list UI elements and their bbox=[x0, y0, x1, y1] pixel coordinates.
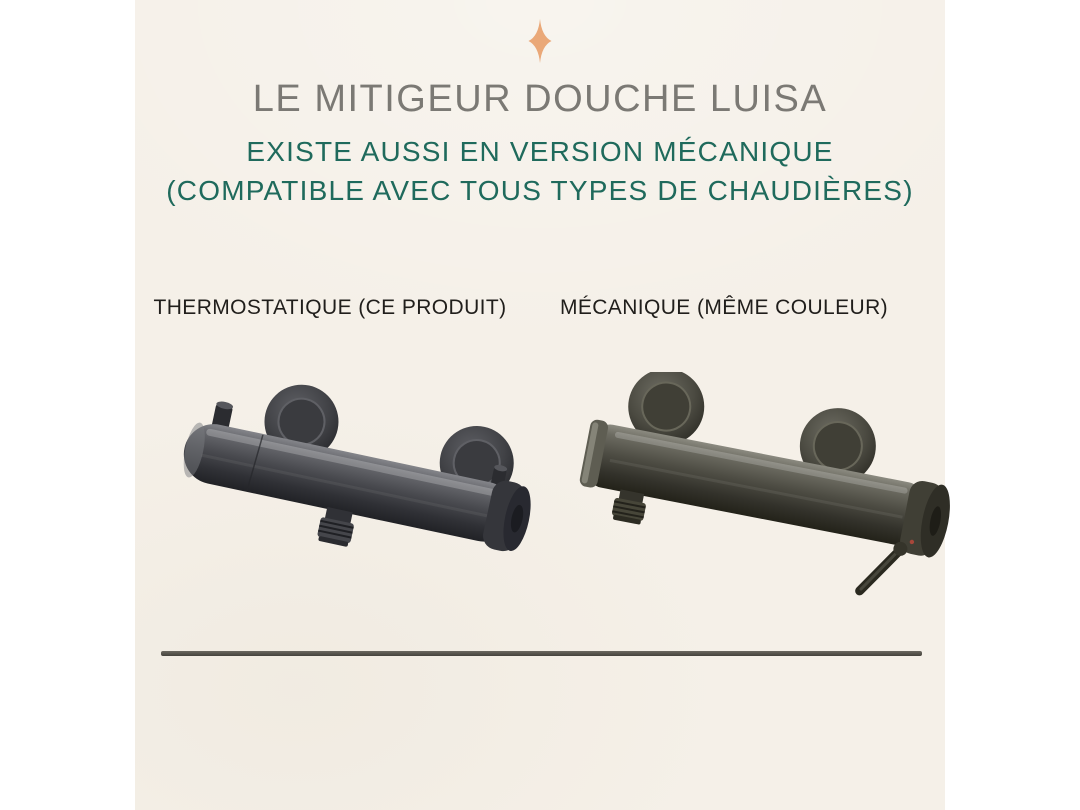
subtitle-line-1: EXISTE AUSSI EN VERSION MÉCANIQUE bbox=[246, 136, 834, 167]
right-product-label: MÉCANIQUE (MÊME COULEUR) bbox=[559, 296, 889, 319]
subtitle-line-2: (COMPATIBLE AVEC TOUS TYPES DE CHAUDIÈRES) bbox=[166, 175, 914, 206]
sparkle-icon bbox=[521, 18, 559, 64]
lever-handle bbox=[860, 536, 909, 598]
bottom-outlet bbox=[611, 489, 648, 526]
product-infographic-card bbox=[135, 0, 945, 810]
left-product-label: THERMOSTATIQUE (CE PRODUIT) bbox=[153, 296, 507, 319]
mixer-body bbox=[578, 417, 955, 560]
divider-line bbox=[161, 651, 922, 656]
thermostatic-mixer-image bbox=[155, 383, 565, 628]
page-title: LE MITIGEUR DOUCHE LUISA bbox=[252, 78, 828, 120]
mechanical-mixer-image bbox=[560, 372, 955, 647]
bottom-outlet bbox=[316, 506, 357, 547]
